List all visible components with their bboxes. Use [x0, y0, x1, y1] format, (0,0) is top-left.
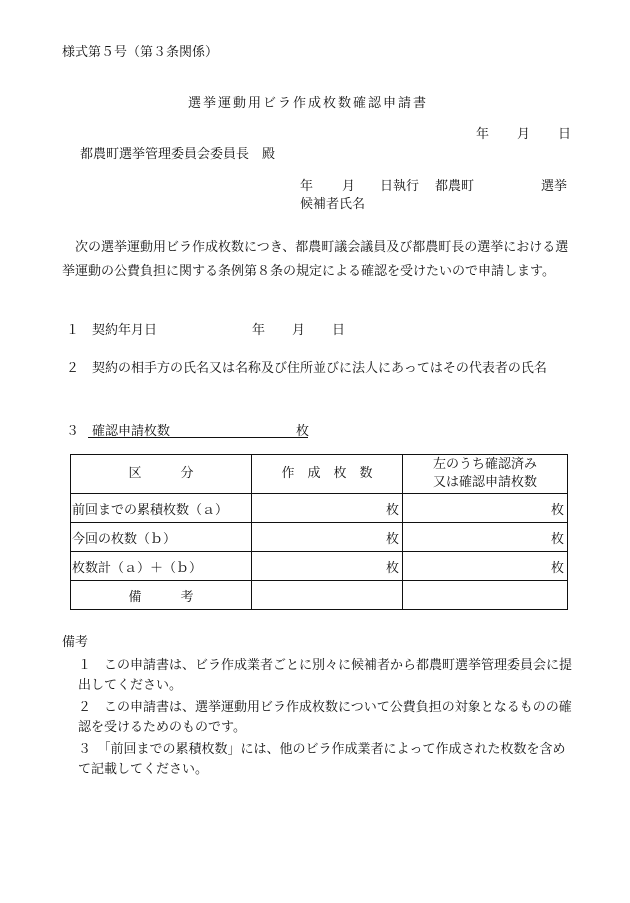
form-number: 様式第５号（第３条関係） [62, 45, 219, 60]
table-row-remarks [71, 581, 568, 610]
row-label: 枚数計（ａ）＋（ｂ） [71, 552, 252, 581]
header-confirmed-line2: 又は確認申請枚数 [432, 475, 537, 490]
document-title: 選挙運動用ビラ作成枚数確認申請書 [188, 96, 429, 111]
row-produced-unit[interactable]: 枚 [252, 523, 403, 552]
table-header-row [71, 455, 568, 494]
election-town: 都農町 [435, 179, 475, 194]
item1-month: 月 [292, 323, 306, 338]
election-type: 選挙 [541, 179, 568, 194]
notes-heading: 備考 [62, 635, 89, 650]
item3-underline [88, 437, 308, 438]
note-item-1: １ この申請書は、ビラ作成業者ごとに別々に候補者から都農町選挙管理委員会に提出してください。 [78, 658, 573, 693]
note-item-2: ２ この申請書は、選挙運動用ビラ作成枚数について公費負担の対象となるものの確認を受けるためのものです。 [78, 700, 572, 735]
addressee: 都農町選挙管理委員会委員長 殿 [80, 147, 276, 162]
election-month: 月 [342, 179, 356, 194]
header-produced: 作 成 枚 数 [252, 455, 403, 494]
count-table [70, 454, 568, 610]
item2-label: ２ 契約の相手方の氏名又は名称及び住所並びに法人にあってはその代表者の氏名 [66, 361, 547, 376]
header-confirmed-line1: 左のうち確認済み [432, 457, 537, 472]
row-produced-unit[interactable]: 枚 [252, 552, 403, 581]
date-month: 月 [517, 127, 531, 142]
header-category: 区 分 [71, 455, 252, 494]
table-row [71, 494, 568, 523]
item1-year: 年 [252, 323, 266, 338]
item3-label: ３ 確認申請枚数 [66, 424, 171, 439]
remarks-produced-cell[interactable] [252, 581, 403, 610]
item1-label: １ 契約年月日 [66, 323, 158, 338]
item3-unit: 枚 [296, 424, 310, 439]
date-day: 日 [558, 127, 572, 142]
row-confirmed-unit[interactable]: 枚 [403, 494, 568, 523]
row-label: 今回の枚数（ｂ） [71, 523, 252, 552]
row-confirmed-unit[interactable]: 枚 [403, 552, 568, 581]
row-label: 前回までの累積枚数（ａ） [71, 494, 252, 523]
table-row [71, 552, 568, 581]
body-paragraph: 次の選挙運動用ビラ作成枚数につき、都農町議会議員及び都農町長の選挙における選挙運動の公費負担に関する条例第８条の規定による確認を受けたいので申請します。 [62, 240, 569, 279]
note-item-3: ３ 「前回までの累積枚数」には、他のビラ作成業者によって作成された枚数を含めて記載してください。 [78, 742, 566, 777]
remarks-label: 備 考 [71, 581, 252, 610]
election-day-exec: 日執行 [380, 179, 420, 194]
header-confirmed [403, 455, 568, 494]
table-row [71, 523, 568, 552]
election-year: 年 [300, 179, 314, 194]
candidate-name-label: 候補者氏名 [300, 197, 366, 212]
item1-day: 日 [332, 323, 346, 338]
date-year: 年 [476, 127, 490, 142]
remarks-confirmed-cell[interactable] [403, 581, 568, 610]
row-produced-unit[interactable]: 枚 [252, 494, 403, 523]
row-confirmed-unit[interactable]: 枚 [403, 523, 568, 552]
